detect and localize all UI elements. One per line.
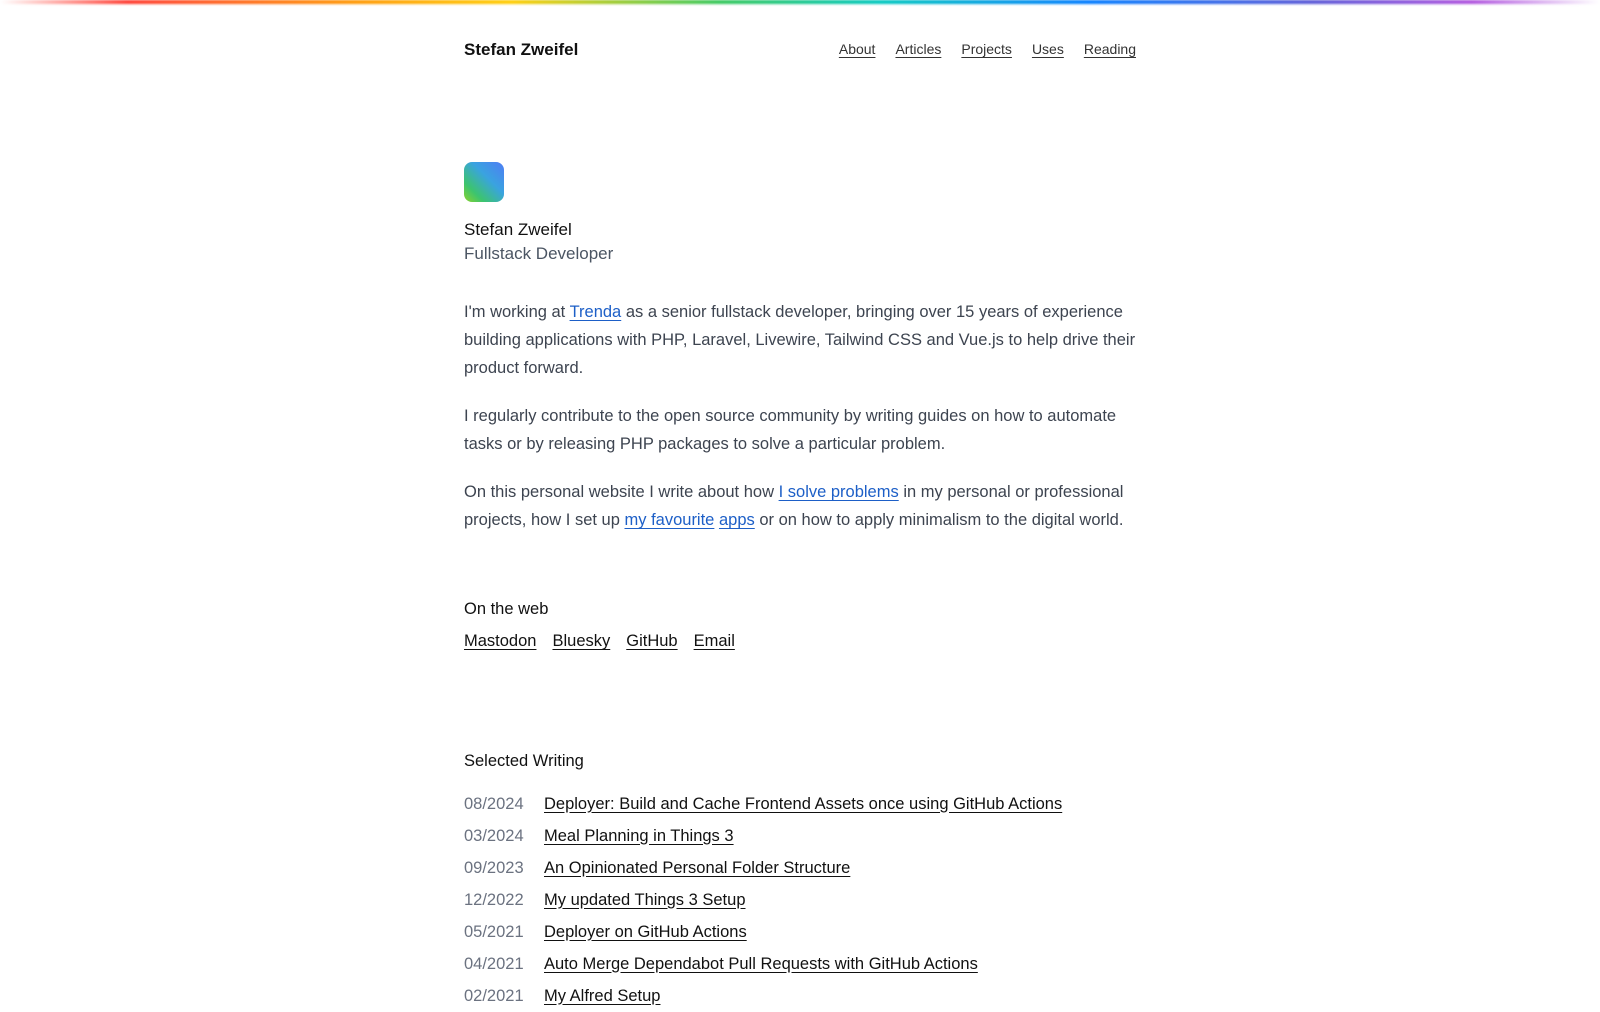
article-link[interactable]: Deployer on GitHub Actions bbox=[544, 922, 747, 941]
main-nav bbox=[839, 41, 1136, 57]
list-item bbox=[464, 884, 1136, 916]
article-link[interactable]: My updated Things 3 Setup bbox=[544, 890, 746, 909]
article-link[interactable]: Meal Planning in Things 3 bbox=[544, 826, 734, 845]
article-date: 04/2021 bbox=[464, 954, 524, 973]
rainbow-top-bar bbox=[0, 0, 1600, 4]
article-date: 02/2021 bbox=[464, 986, 524, 1005]
article-link[interactable]: Auto Merge Dependabot Pull Requests with GitHub Actions bbox=[544, 954, 978, 973]
article-link[interactable]: Deployer: Build and Cache Frontend Assets once using GitHub Actions bbox=[544, 794, 1063, 813]
list-item bbox=[464, 980, 1136, 1012]
on-the-web-heading: On the web bbox=[464, 600, 549, 618]
mastodon-link[interactable]: Mastodon bbox=[464, 632, 537, 650]
list-item bbox=[464, 916, 1136, 948]
profile-role: Fullstack Developer bbox=[464, 244, 614, 263]
social-links bbox=[464, 632, 735, 651]
nav-uses[interactable]: Uses bbox=[1031, 41, 1064, 57]
email-link[interactable]: Email bbox=[693, 632, 735, 650]
intro-text: I'm working at bbox=[464, 303, 570, 321]
article-link[interactable]: An Opinionated Personal Folder Structure bbox=[544, 858, 851, 877]
article-date: 03/2024 bbox=[464, 826, 524, 845]
intro-paragraph-3 bbox=[464, 478, 1136, 534]
article-date: 09/2023 bbox=[464, 858, 524, 877]
list-item bbox=[464, 788, 1136, 820]
article-date: 05/2021 bbox=[464, 922, 524, 941]
article-date: 08/2024 bbox=[464, 794, 524, 813]
nav-projects[interactable]: Projects bbox=[961, 41, 1012, 57]
github-link[interactable]: GitHub bbox=[626, 632, 678, 650]
profile-name: Stefan Zweifel bbox=[464, 220, 572, 239]
selected-writing-heading: Selected Writing bbox=[464, 752, 584, 770]
intro-section bbox=[464, 298, 1136, 554]
intro-text: On this personal website I write about how bbox=[464, 483, 779, 501]
site-header bbox=[464, 38, 1136, 62]
solve-problems-link[interactable]: I solve problems bbox=[778, 483, 899, 501]
apps-link[interactable]: apps bbox=[718, 511, 755, 529]
trenda-link[interactable]: Trenda bbox=[569, 303, 622, 321]
intro-text: in my personal or professional projects, how I set up bbox=[464, 483, 1124, 529]
nav-reading[interactable]: Reading bbox=[1083, 41, 1136, 57]
intro-text: or on how to apply minimalism to the digital world. bbox=[754, 511, 1124, 529]
my-favourite-link[interactable]: my favourite bbox=[624, 511, 715, 529]
avatar bbox=[464, 162, 504, 202]
list-item bbox=[464, 852, 1136, 884]
bluesky-link[interactable]: Bluesky bbox=[552, 632, 611, 650]
nav-about[interactable]: About bbox=[838, 41, 876, 57]
intro-paragraph-1 bbox=[464, 298, 1136, 382]
article-date: 12/2022 bbox=[464, 890, 524, 909]
article-link[interactable]: My Alfred Setup bbox=[544, 986, 661, 1005]
list-item bbox=[464, 948, 1136, 980]
site-brand-link[interactable]: Stefan Zweifel bbox=[464, 40, 579, 59]
list-item bbox=[464, 820, 1136, 852]
intro-text: as a senior fullstack developer, bringing over 15 years of experience building applications with PHP, Laravel, Livewire, Tailwind CSS and Vue.js to help drive their product forward. bbox=[464, 303, 1136, 377]
nav-articles[interactable]: Articles bbox=[895, 41, 942, 57]
intro-paragraph-2: I regularly contribute to the open source community by writing guides on how to automate tasks or by releasing PHP packages to solve a particular problem. bbox=[464, 407, 1117, 453]
writing-list bbox=[464, 788, 1136, 1012]
